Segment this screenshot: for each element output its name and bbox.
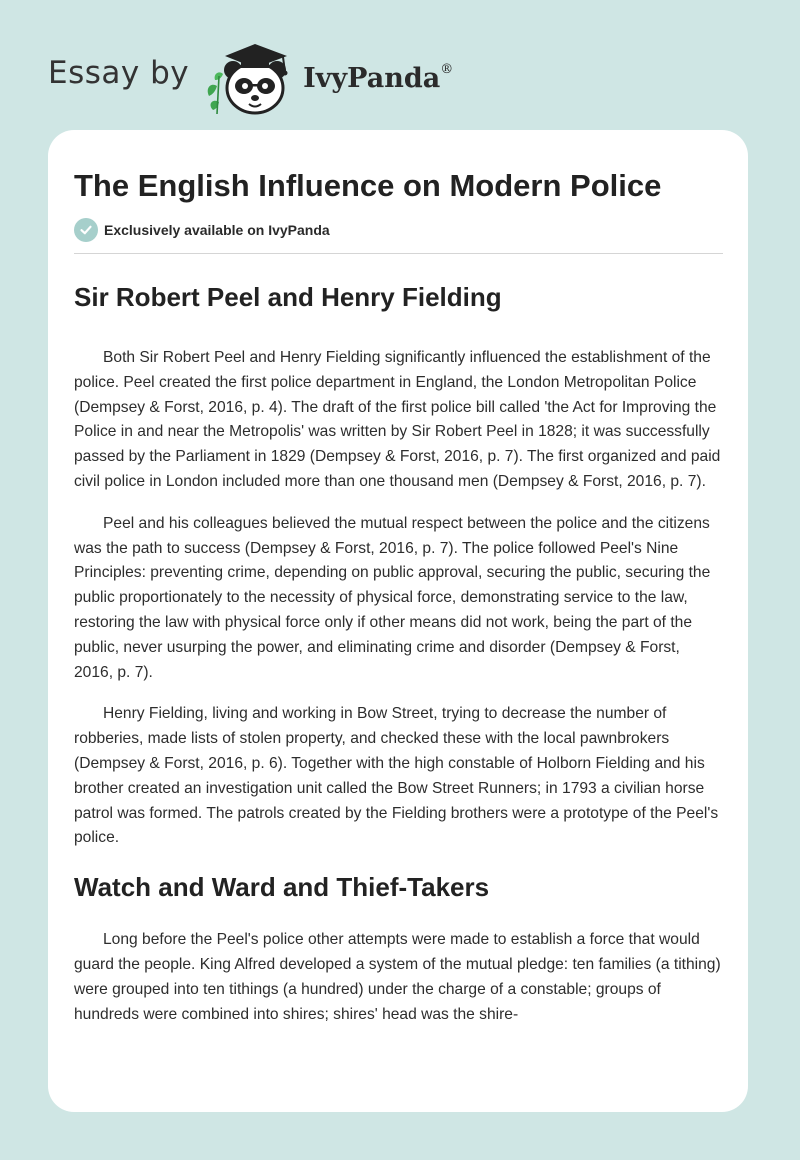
section-heading: Sir Robert Peel and Henry Fielding: [74, 282, 502, 312]
paragraph: Peel and his colleagues believed the mutual respect between the police and the citizens was the path to success (Dempsey & Forst, 2016, p. 7). The police followed Peel's Nine Principles: preventing crime, depending on public approval, securing the public, securing the public proportionately to the necessity of physical force, demonstrating service to the law, restoring the law with physical force only if other means did not work, being the part of the public, never usurping the power, and eliminating crime and disorder (Dempsey & Forst, 2016, p. 7).: [74, 514, 711, 681]
section-heading: Watch and Ward and Thief-Takers: [74, 872, 490, 903]
essay-card: [48, 130, 748, 1112]
exclusive-badge: [74, 218, 723, 242]
badge-text: Exclusively available on IvyPanda: [104, 222, 330, 238]
panda-mascot-icon: [203, 36, 299, 116]
check-icon: [74, 218, 98, 242]
brand-name: IvyPanda®: [303, 62, 454, 94]
brand-logo[interactable]: [48, 36, 453, 116]
divider: [74, 253, 723, 254]
paragraph: Long before the Peel's police other attempts were made to establish a force that would guard the people. King Alfred developed a system of the mutual pledge: ten families (a tithing) were grouped into ten tithings (a hundred) under the charge of a constable; groups of hundreds were combined into shires; shires' head was the shire-: [74, 931, 721, 1023]
page-title: The English Influence on Modern Police: [74, 168, 662, 203]
paragraph: Henry Fielding, living and working in Bow Street, trying to decrease the number of robberies, made lists of stolen property, and checked these with the local pawnbrokers (Dempsey & Forst, 2016, p. 6). Together with the high constable of Holborn Fielding and his brother created an investigation unit called the Bow Street Runners; in 1793 a civilian horse patrol was formed. The patrols created by the Fielding brothers were a prototype of the Peel's police.: [74, 705, 719, 847]
paragraph: Both Sir Robert Peel and Henry Fielding significantly influenced the establishment of the police. Peel created the first police department in England, the London Metropolitan Police (Dempsey & Forst, 2016, p. 4). The draft of the first police bill called 'the Act for Improving the Police in and near the Metropolis' was written by Sir Robert Peel in 1828; it was successfully passed by the Parliament in 1829 (Dempsey & Forst, 2016, p. 7). The first organized and paid civil police in London included more than one thousand men (Dempsey & Forst, 2016, p. 7).: [74, 349, 721, 490]
brand-prefix: Essay by: [48, 55, 190, 91]
